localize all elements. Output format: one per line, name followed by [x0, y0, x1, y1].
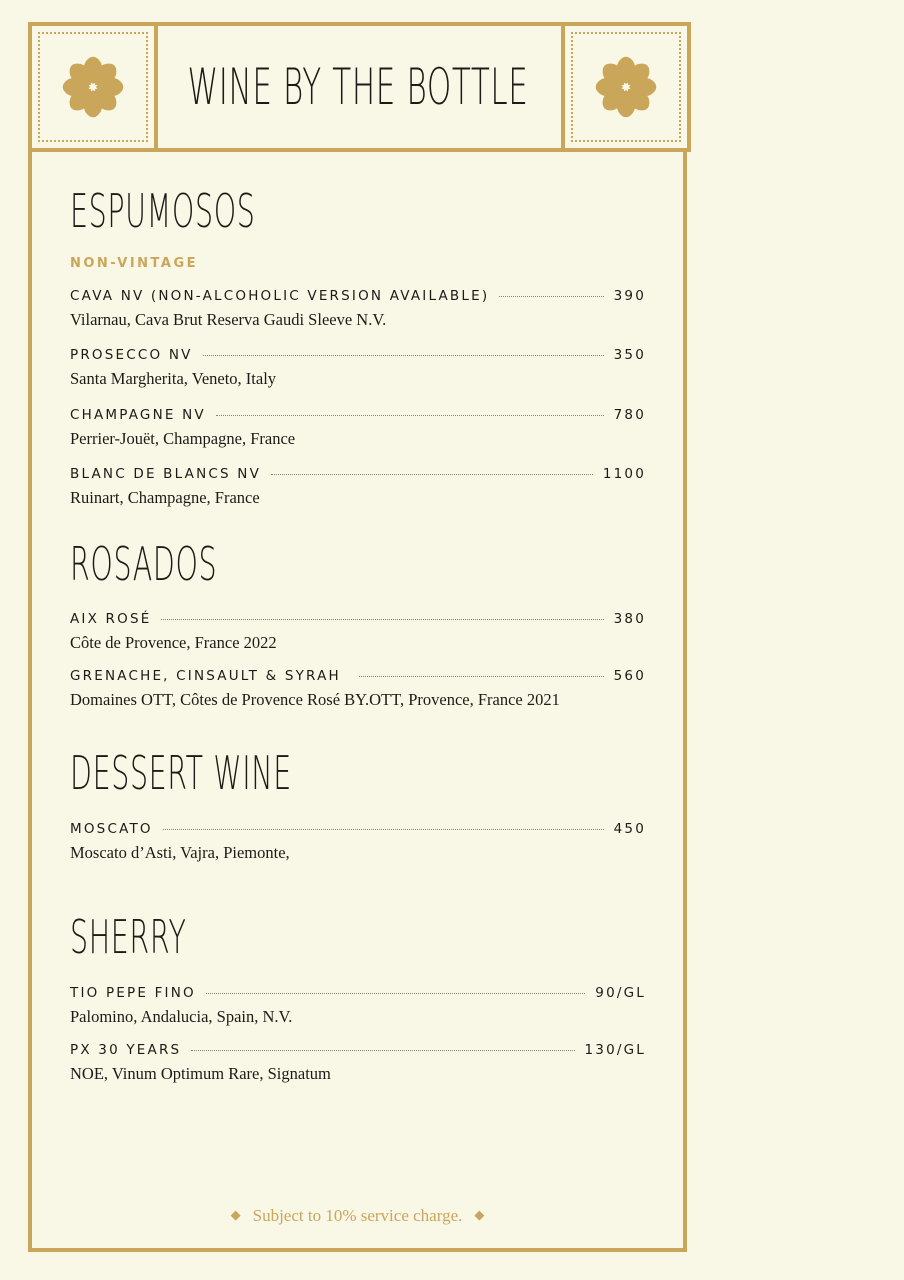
menu-item: [70, 821, 646, 863]
corner-left: [28, 22, 158, 152]
leader-dots: [203, 355, 604, 356]
item-description: Santa Margherita, Veneto, Italy: [70, 369, 277, 388]
item-name: BLANC DE BLANCS NV: [70, 466, 262, 482]
item-name: AIX ROSÉ: [70, 611, 152, 627]
item-name: CHAMPAGNE NV: [70, 407, 206, 423]
leader-dots: [499, 296, 603, 297]
section-title-sherry: SHERRY: [70, 910, 187, 964]
item-description: Palomino, Andalucia, Spain, N.V.: [70, 1007, 293, 1026]
item-price: 780: [613, 407, 646, 423]
item-price: 390: [613, 288, 646, 304]
item-description: Moscato d’Asti, Vajra, Piemonte,: [70, 843, 290, 862]
page-title: WINE BY THE BOTTLE: [187, 58, 529, 116]
menu-header: [28, 22, 687, 149]
item-description: Côte de Provence, France 2022: [70, 633, 277, 652]
item-name: PROSECCO NV: [70, 347, 193, 363]
flower-icon: [592, 53, 660, 121]
menu-item: [70, 668, 646, 710]
item-price: 380: [613, 611, 646, 627]
leader-dots: [271, 474, 593, 475]
subheading-non-vintage: NON-VINTAGE: [70, 256, 199, 271]
item-name: MOSCATO: [70, 821, 153, 837]
menu-item: [70, 288, 646, 330]
item-price: 1100: [602, 466, 646, 482]
item-name: TIO PEPE FINO: [70, 985, 196, 1001]
flower-icon: [59, 53, 127, 121]
diamond-icon: ◆: [474, 1207, 485, 1222]
item-description: NOE, Vinum Optimum Rare, Signatum: [70, 1064, 331, 1083]
leader-dots: [359, 676, 604, 677]
item-name: GRENACHE, CINSAULT & SYRAH: [70, 668, 341, 684]
item-name: CAVA NV (NON-ALCOHOLIC VERSION AVAILABLE): [70, 288, 490, 304]
diamond-icon: ◆: [230, 1207, 241, 1222]
item-price: 130/GL: [584, 1042, 646, 1058]
menu-item: [70, 611, 646, 653]
leader-dots: [191, 1050, 574, 1051]
item-description: Vilarnau, Cava Brut Reserva Gaudi Sleeve N.V.: [70, 310, 387, 329]
leader-dots: [161, 619, 603, 620]
leader-dots: [206, 993, 585, 994]
item-price: 450: [613, 821, 646, 837]
item-price: 350: [613, 347, 646, 363]
menu-item: [70, 347, 646, 389]
footer-note: [28, 1206, 687, 1226]
section-title-rosados: ROSADOS: [70, 537, 218, 591]
item-description: Ruinart, Champagne, France: [70, 488, 260, 507]
title-box: [150, 22, 565, 152]
item-description: Domaines OTT, Côtes de Provence Rosé BY.OTT, Provence, France 2021: [70, 690, 560, 709]
menu-item: [70, 407, 646, 449]
corner-right: [561, 22, 691, 152]
section-title-dessert-wine: DESSERT WINE: [70, 746, 292, 800]
leader-dots: [216, 415, 604, 416]
menu-item: [70, 985, 646, 1027]
menu-item: [70, 1042, 646, 1084]
leader-dots: [163, 829, 604, 830]
item-price: 560: [613, 668, 646, 684]
item-description: Perrier-Jouët, Champagne, France: [70, 429, 296, 448]
service-charge-note: Subject to 10% service charge.: [252, 1206, 463, 1225]
menu-item: [70, 466, 646, 508]
item-name: PX 30 YEARS: [70, 1042, 182, 1058]
item-price: 90/GL: [595, 985, 646, 1001]
section-title-espumosos: ESPUMOSOS: [70, 184, 256, 238]
